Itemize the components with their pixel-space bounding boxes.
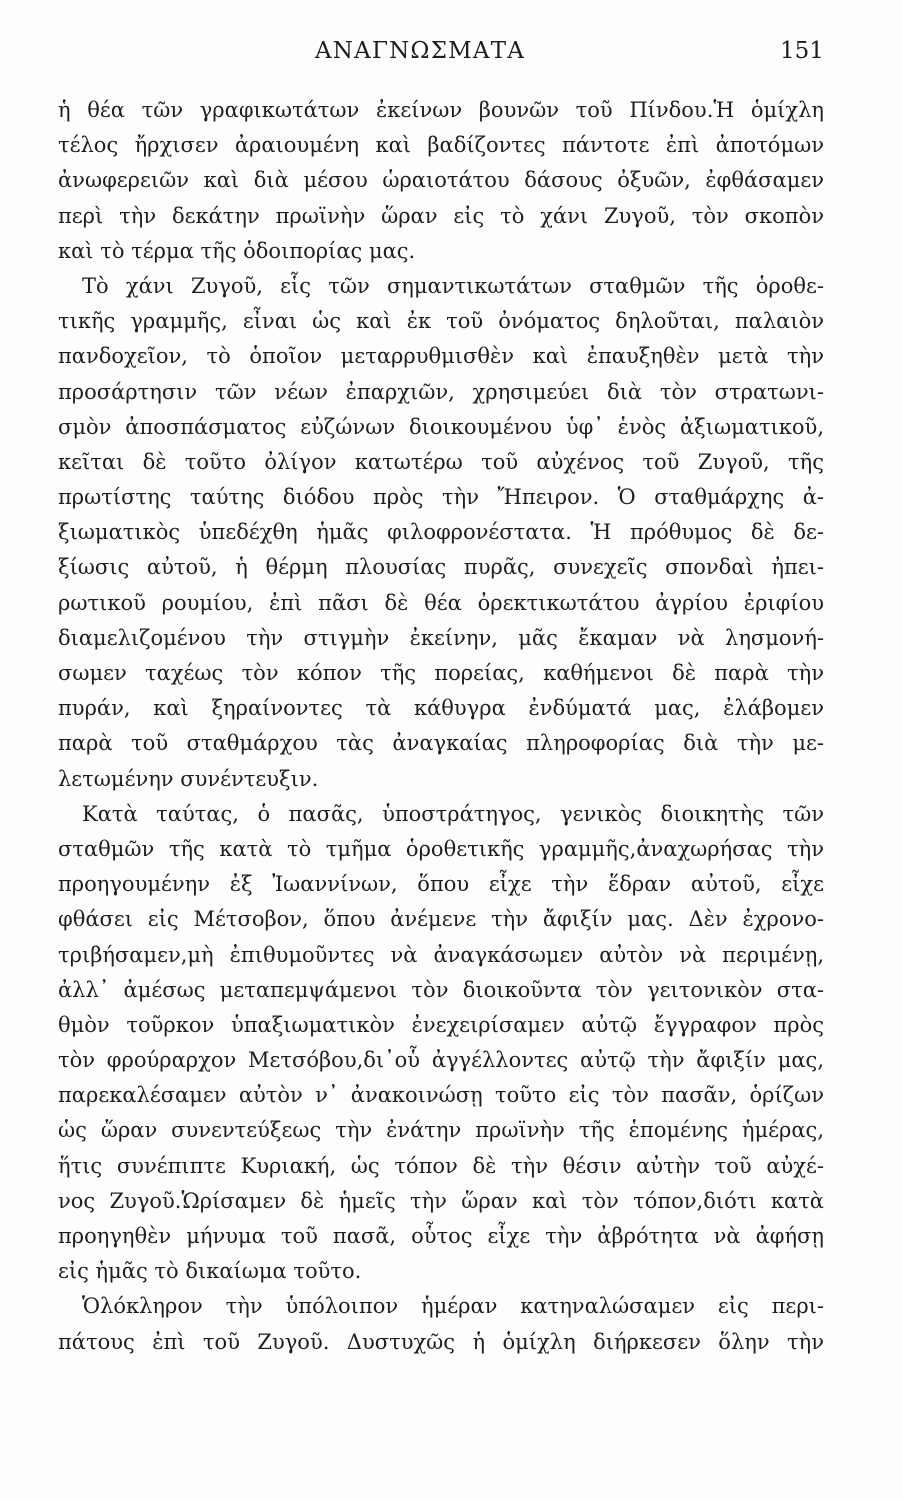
paragraph-first-line: Κατὰ ταύτας, ὁ πασᾶς, ὑποστράτηγος, γενικὸς διοικητὴς τῶν [82, 801, 824, 826]
text-line: σμὸν ἀποσπάσματος εὐζώνων διοικουμένου ὑφ᾽ ἑνὸς ἀξιωματικοῦ, [58, 414, 824, 439]
text-line: πυράν, καὶ ξηραίνοντες τὰ κάθυγρα ἐνδύματά μας, ἐλάβομεν [58, 696, 824, 721]
text-line: τικῆς γραμμῆς, εἶναι ὡς καὶ ἐκ τοῦ ὀνόματος δηλοῦται, παλαιὸν [58, 309, 824, 334]
text-line: τὸν φρούραρχον Μετσόβου,δι᾽οὗ ἀγγέλλοντες αὐτῷ τὴν ἄφιξίν μας, [58, 1048, 824, 1073]
text-line: ἥτις συνέπιπτε Κυριακή, ὡς τόπον δὲ τὴν θέσιν αὐτὴν τοῦ αὐχέ- [58, 1153, 824, 1178]
text-line: τέλος ἤρχισεν ἀραιουμένη καὶ βαδίζοντες πάντοτε ἐπὶ ἀποτόμων [58, 133, 824, 158]
text-line: προηγηθὲν μήνυμα τοῦ πασᾶ, οὗτος εἶχε τὴν ἀβρότητα νὰ ἀφήσῃ [58, 1224, 824, 1248]
text-line: θμὸν τοῦρκον ὑπαξιωματικὸν ἐνεχειρίσαμεν αὐτῷ ἔγγραφον πρὸς [58, 1012, 824, 1037]
text-line: λετωμένην συνέντευξιν. [58, 766, 319, 791]
text-line: ὡς ὥραν συνεντεύξεως τὴν ἐνάτην πρωϊνὴν τῆς ἑπομένης ἡμέρας, [58, 1118, 824, 1143]
text-line: εἰς ἡμᾶς τὸ δικαίωμα τοῦτο. [58, 1259, 362, 1284]
body-text [58, 93, 824, 1360]
text-line: κεῖται δὲ τοῦτο ὀλίγον κατωτέρω τοῦ αὐχένος τοῦ Ζυγοῦ, τῆς [58, 449, 824, 474]
page-number: 151 [780, 38, 824, 64]
text-line: σωμεν ταχέως τὸν κόπον τῆς πορείας, καθήμενοι δὲ παρὰ τὴν [58, 661, 824, 685]
text-line: ἡ θέα τῶν γραφικωτάτων ἐκείνων βουνῶν τοῦ Πίνδου.Ἡ ὁμίχλη [58, 98, 824, 122]
text-line: προσάρτησιν τῶν νέων ἐπαρχιῶν, χρησιμεύει διὰ τὸν στρατωνι- [58, 379, 824, 404]
text-line: πάτους ἐπὶ τοῦ Ζυγοῦ. Δυστυχῶς ἡ ὁμίχλη διήρκεσεν ὅλην τὴν [58, 1329, 824, 1354]
text-line: ἀνωφερειῶν καὶ διὰ μέσου ὡραιοτάτου δάσους ὀξυῶν, ἐφθάσαμεν [58, 168, 824, 193]
text-line: ρωτικοῦ ρουμίου, ἐπὶ πᾶσι δὲ θέα ὀρεκτικωτάτου ἀγρίου ἐριφίου [58, 590, 824, 615]
running-header [0, 38, 903, 78]
paragraph-first-line: Τὸ χάνι Ζυγοῦ, εἷς τῶν σημαντικωτάτων σταθμῶν τῆς ὁροθε- [82, 273, 824, 298]
text-line: τριβήσαμεν,μὴ ἐπιθυμοῦντες νὰ ἀναγκάσωμεν αὐτὸν νὰ περιμένῃ, [58, 942, 824, 967]
text-line: παρὰ τοῦ σταθμάρχου τὰς ἀναγκαίας πληροφορίας διὰ τὴν με- [58, 731, 824, 756]
text-line: φθάσει εἰς Μέτσοβον, ὅπου ἀνέμενε τὴν ἄφιξίν μας. Δὲν ἐχρονο- [58, 907, 824, 932]
text-line: καὶ τὸ τέρμα τῆς ὁδοιπορίας μας. [58, 238, 416, 263]
running-title: ΑΝΑΓΝΩΣΜΑΤΑ [315, 38, 526, 64]
text-line: πανδοχεῖον, τὸ ὁποῖον μεταρρυθμισθὲν καὶ ἐπαυξηθὲν μετὰ τὴν [58, 344, 824, 369]
text-line: σταθμῶν τῆς κατὰ τὸ τμῆμα ὁροθετικῆς γραμμῆς,ἀναχωρήσας τὴν [58, 836, 824, 861]
text-line: νος Ζυγοῦ.Ὡρίσαμεν δὲ ἡμεῖς τὴν ὥραν καὶ τὸν τόπον,διότι κατὰ [58, 1188, 824, 1213]
text-line: ξιωματικὸς ὑπεδέχθη ἡμᾶς φιλοφρονέστατα. Ἡ πρόθυμος δὲ δε- [58, 520, 824, 545]
text-line: ἀλλ᾽ ἀμέσως μεταπεμψάμενοι τὸν διοικοῦντα τὸν γειτονικὸν στα- [58, 977, 824, 1002]
text-line: περὶ τὴν δεκάτην πρωϊνὴν ὥραν εἰς τὸ χάνι Ζυγοῦ, τὸν σκοπὸν [58, 203, 824, 228]
text-line: προηγουμένην ἐξ Ἰωαννίνων, ὅπου εἶχε τὴν ἕδραν αὐτοῦ, εἶχε [58, 872, 824, 897]
text-line: παρεκαλέσαμεν αὐτὸν ν᾽ ἀνακοινώσῃ τοῦτο εἰς τὸν πασᾶν, ὁρίζων [58, 1083, 824, 1108]
text-line: ξίωσις αὐτοῦ, ἡ θέρμη πλουσίας πυρᾶς, συνεχεῖς σπονδαὶ ἠπει- [58, 555, 824, 580]
paragraph-first-line: Ὁλόκληρον τὴν ὑπόλοιπον ἡμέραν κατηναλώσαμεν εἰς περι- [82, 1294, 824, 1319]
text-line: διαμελιζομένου τὴν στιγμὴν ἐκείνην, μᾶς ἔκαμαν νὰ λησμονή- [58, 625, 824, 650]
text-line: πρωτίστης ταύτης διόδου πρὸς τὴν Ἤπειρον. Ὁ σταθμάρχης ἀ- [58, 485, 824, 510]
